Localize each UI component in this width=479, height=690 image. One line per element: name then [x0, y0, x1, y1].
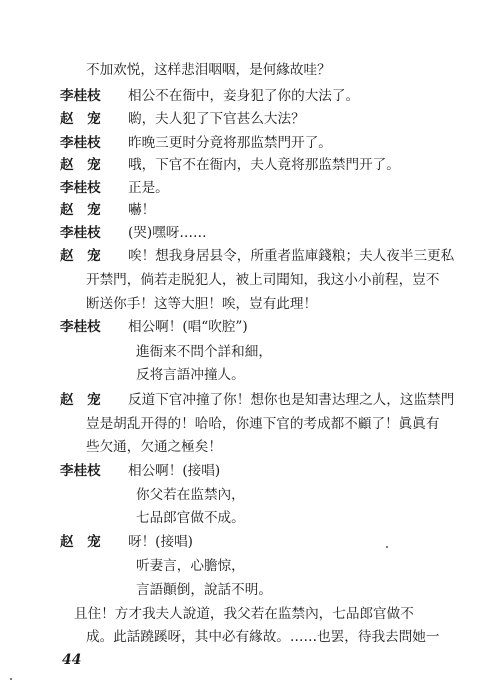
speaker-label: 赵 宠: [60, 248, 101, 264]
text-line: 开禁門，倘若走脱犯人，被上司聞知，我这小小前程，豈不: [86, 272, 440, 288]
speaker-label: 李桂枝: [60, 135, 101, 151]
dialogue-text: 喲，夫人犯了下官甚么大法？: [128, 111, 305, 127]
text-line: 些欠通，欠通之極矣！: [86, 439, 222, 455]
dialogue-line: [60, 246, 455, 266]
speaker-label: 赵 宠: [60, 202, 101, 218]
dialogue-line: [60, 86, 449, 106]
speaker-label: 李桂枝: [60, 225, 101, 241]
dialogue-text: 唉！想我身居县令，所重者监庫錢粮；夫人夜半三更私: [128, 248, 455, 264]
dialogue-text: 嚇！: [128, 202, 156, 218]
dialogue-line: [60, 133, 449, 153]
speaker-label: 赵 宠: [60, 157, 101, 173]
dialogue-line: [60, 109, 449, 129]
speaker-label: 赵 宠: [60, 534, 101, 550]
verse-line: 進衙来不問个詳和細，: [136, 344, 272, 360]
verse-line: 听妻言，心膽惊，: [136, 558, 245, 574]
speaker-label: 李桂枝: [60, 319, 101, 335]
speaker-label: 李桂枝: [60, 88, 101, 104]
dialogue-text: 呀！(接唱): [128, 534, 193, 550]
dialogue-text: 相公啊！(接唱): [128, 463, 221, 479]
dialogue-line: [60, 200, 449, 220]
verse-line: 言語顚倒，說話不明。: [136, 582, 272, 598]
dialogue-text: 正是。: [128, 180, 169, 196]
dialogue-line: [60, 178, 449, 198]
dialogue-text: 相公啊！(唱“吹腔”): [128, 319, 248, 335]
dialogue-text: (哭)嘿呀……: [128, 225, 207, 241]
dialogue-text: 哦，下官不在衙内，夫人竟将那监禁門开了。: [128, 157, 400, 173]
dialogue-line: [60, 390, 455, 410]
dialogue-line: [60, 317, 449, 337]
verse-line: 你父若在监禁內，: [136, 487, 245, 503]
text-line: 断送你手！这等大胆！唉，豈有此理！: [86, 296, 318, 312]
text-line: 成。此話蹺蹊呀，其中必有緣故。……也罢，待我去問她一: [86, 629, 440, 645]
speaker-label: 赵 宠: [60, 111, 101, 127]
verse-line: 七品郎官做不成。: [136, 510, 245, 526]
speaker-label: 李桂枝: [60, 180, 101, 196]
text-line: 且住！方才我夫人說道，我父若在监禁內，七品郎官做不: [74, 606, 414, 622]
speaker-label: 赵 宠: [60, 392, 101, 408]
dialogue-line: [60, 155, 449, 175]
dialogue-text: 反道下官冲撞了你！想你也是知書达理之人，这监禁門: [128, 392, 455, 408]
page-number: 44: [62, 652, 82, 668]
scan-speck: [10, 678, 12, 680]
dialogue-line: [60, 223, 449, 243]
dialogue-text: 相公不在衙中，妾身犯了你的大法了。: [128, 88, 360, 104]
text-line: 豈是胡乱开得的！哈哈，你連下官的考成都不顧了！眞眞有: [86, 416, 440, 432]
text-line: 不加欢悦，这样悲泪咽咽，是何緣故哇？: [86, 62, 331, 78]
dialogue-line: [60, 532, 449, 552]
dialogue-line: [60, 461, 449, 481]
scan-speck: [386, 546, 388, 548]
dialogue-text: 昨晚三更时分竟将那监禁門开了。: [128, 135, 332, 151]
speaker-label: 李桂枝: [60, 463, 101, 479]
verse-line: 反将言語冲撞人。: [136, 367, 245, 383]
